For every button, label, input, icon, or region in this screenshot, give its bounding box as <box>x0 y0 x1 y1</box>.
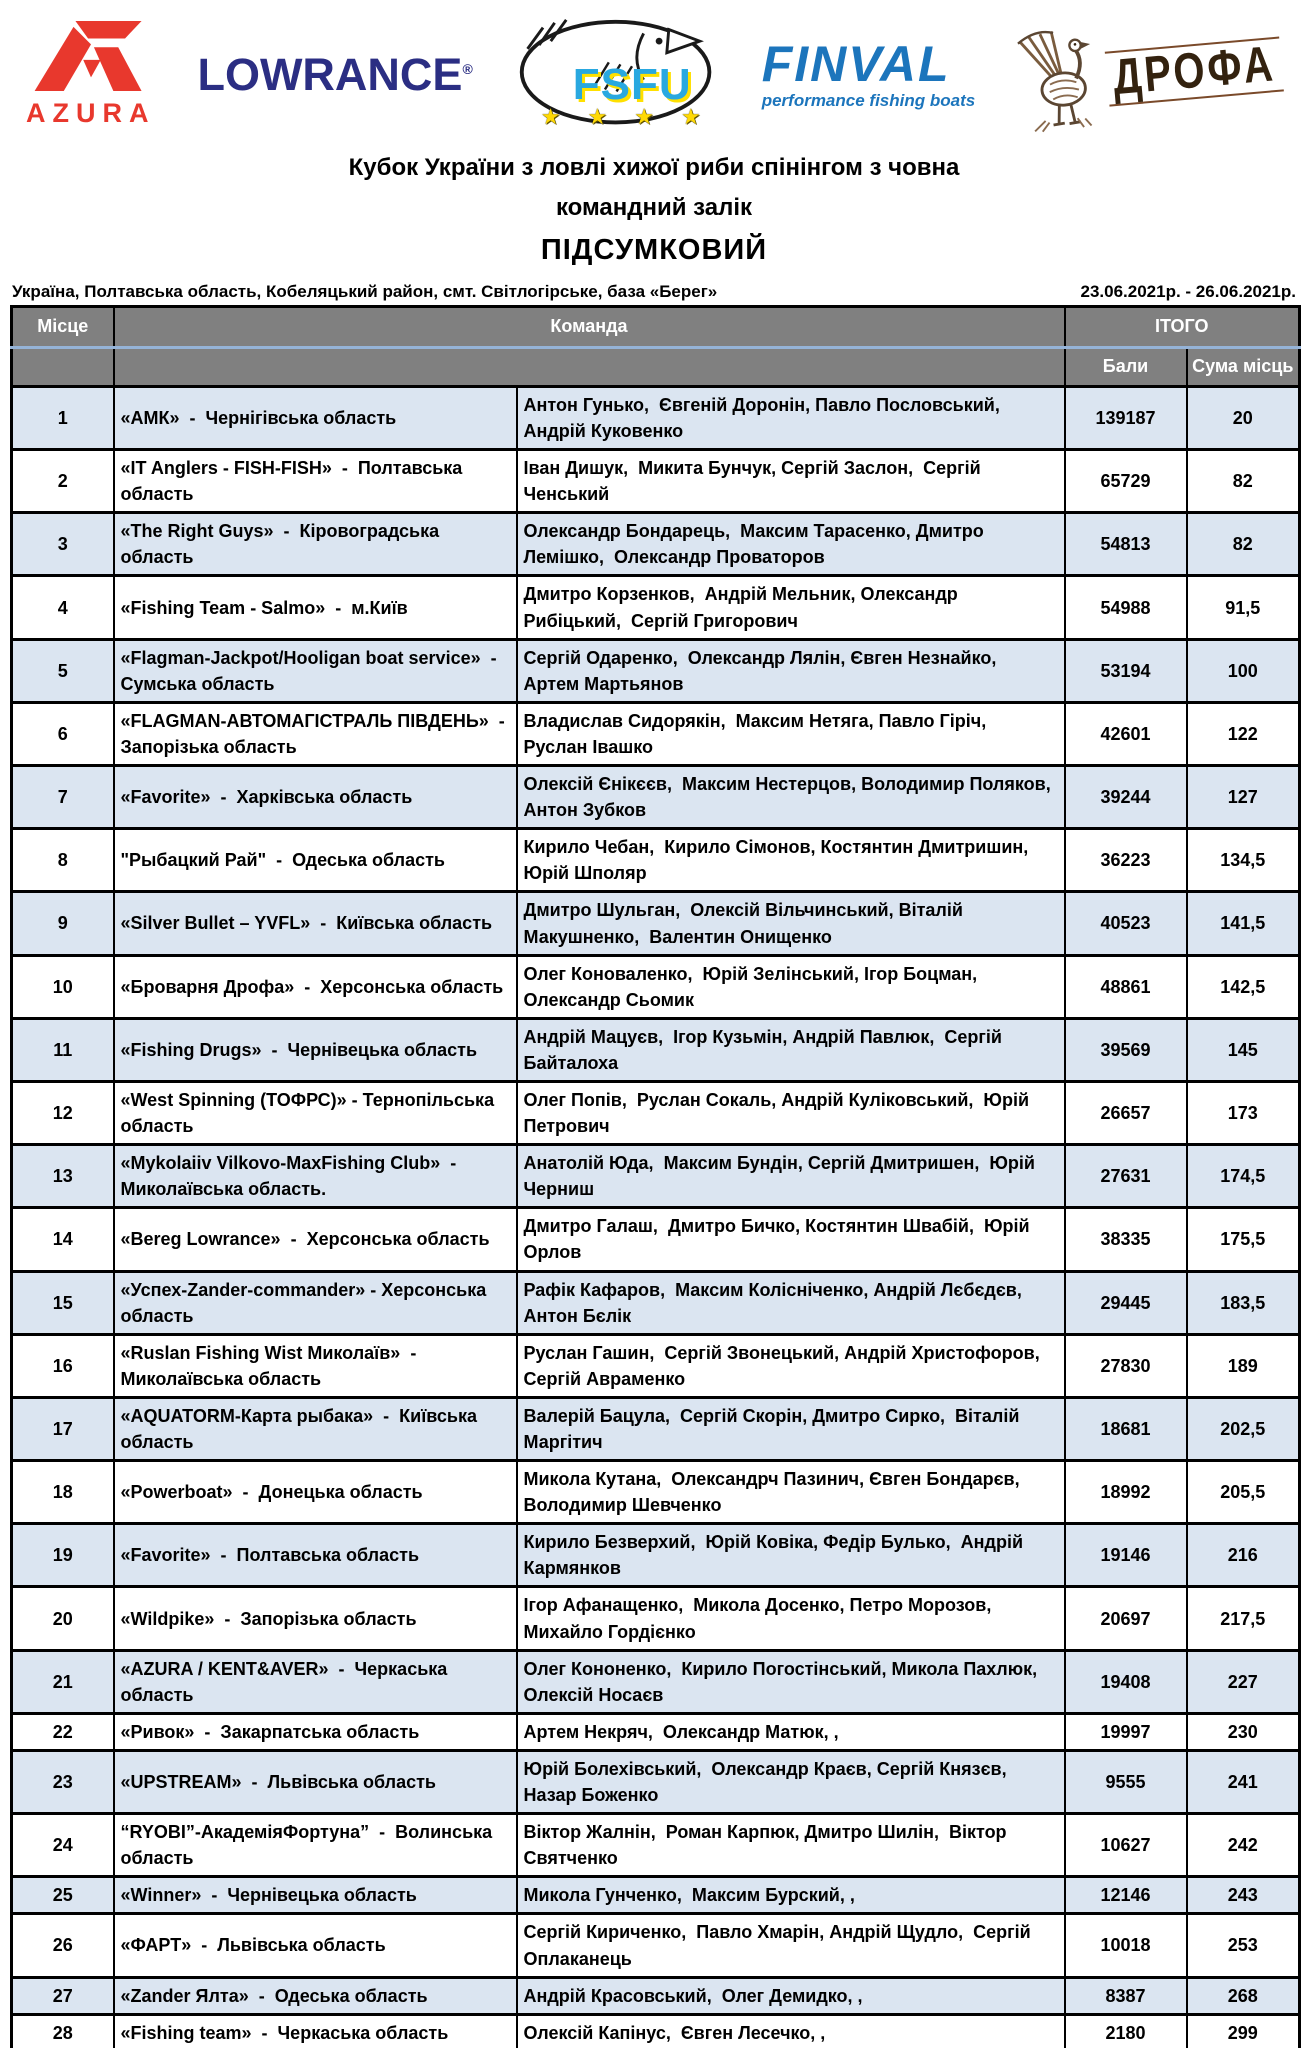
place-cell: 10 <box>12 955 114 1018</box>
sum-places-cell: 299 <box>1187 2014 1300 2048</box>
col-header-team-spacer <box>114 347 1065 386</box>
team-cell: «Ривок» - Закарпатська область <box>114 1713 517 1750</box>
members-cell: Дмитро Шульган, Олексій Вільчинський, Віталій Макушненко, Валентин Онищенко <box>517 892 1065 955</box>
bustard-bird-icon <box>1013 25 1108 141</box>
place-cell: 16 <box>12 1334 114 1397</box>
members-cell: Андрій Красовський, Олег Демидко, , <box>517 1977 1065 2014</box>
document-titles <box>10 152 1298 270</box>
sum-places-cell: 189 <box>1187 1334 1300 1397</box>
table-row <box>12 513 1300 576</box>
sum-places-cell: 202,5 <box>1187 1397 1300 1460</box>
final-title: ПІДСУМКОВИЙ <box>540 233 768 266</box>
col-header-total: ІТОГО <box>1065 306 1300 347</box>
table-row <box>12 1397 1300 1460</box>
table-row <box>12 1081 1300 1144</box>
points-cell: 10627 <box>1065 1814 1187 1877</box>
points-cell: 18992 <box>1065 1461 1187 1524</box>
event-dates: 23.06.2021р. - 26.06.2021р. <box>1080 281 1296 301</box>
col-header-team: Команда <box>114 306 1065 347</box>
points-cell: 38335 <box>1065 1208 1187 1271</box>
place-cell: 8 <box>12 829 114 892</box>
members-cell: Олег Кононенко, Кирило Погостінський, Микола Пахлюк, Олексій Носаєв <box>517 1650 1065 1713</box>
sum-places-cell: 142,5 <box>1187 955 1300 1018</box>
team-cell: «Броварня Дрофа» - Херсонська область <box>114 955 517 1018</box>
points-cell: 48861 <box>1065 955 1187 1018</box>
points-cell: 54813 <box>1065 513 1187 576</box>
members-cell: Кирило Чебан, Кирило Сімонов, Костянтин Дмитришин, Юрій Шполяр <box>517 829 1065 892</box>
team-cell: «Powerboat» - Донецька область <box>114 1461 517 1524</box>
members-cell: Олег Попів, Руслан Сокаль, Андрій Куліковський, Юрій Петрович <box>517 1081 1065 1144</box>
sum-places-cell: 122 <box>1187 702 1300 765</box>
members-cell: Олексій Капінус, Євген Лесечко, , <box>517 2014 1065 2048</box>
sum-places-cell: 253 <box>1187 1914 1300 1977</box>
team-cell: «Fishing Team - Salmo» - м.Київ <box>114 576 517 639</box>
azura-logo-text: AZURA <box>26 98 156 128</box>
table-row <box>12 955 1300 1018</box>
sum-places-cell: 91,5 <box>1187 576 1300 639</box>
lowrance-logo-text: LOWRANCE® <box>197 49 473 100</box>
sum-places-cell: 100 <box>1187 639 1300 702</box>
members-cell: Олексій Єнікєєв, Максим Нестерцов, Володимир Поляков, Антон Зубков <box>517 766 1065 829</box>
table-row <box>12 1814 1300 1877</box>
members-cell: Кирило Безверхий, Юрій Ковіка, Федір Булько, Андрій Кармянков <box>517 1524 1065 1587</box>
sum-places-cell: 145 <box>1187 1018 1300 1081</box>
points-cell: 54988 <box>1065 576 1187 639</box>
members-cell: Рафік Кафаров, Максим Колісніченко, Андрій Лєбєдєв, Антон Бєлік <box>517 1271 1065 1334</box>
members-cell: Олег Коноваленко, Юрій Зелінський, Ігор Боцман, Олександр Сьомик <box>517 955 1065 1018</box>
team-cell: «Успех-Zander-commander» - Херсонська область <box>114 1271 517 1334</box>
table-row <box>12 1271 1300 1334</box>
team-cell: «Flagman-Jackpot/Hooligan boat service» - Сумська область <box>114 639 517 702</box>
fsfu-stars <box>541 104 701 130</box>
table-row <box>12 1713 1300 1750</box>
points-cell: 2180 <box>1065 2014 1187 2048</box>
place-cell: 14 <box>12 1208 114 1271</box>
col-header-place: Місце <box>12 306 114 347</box>
star-icon: ★ <box>540 104 561 129</box>
table-row <box>12 1877 1300 1914</box>
table-row <box>12 450 1300 513</box>
drofa-logo <box>1013 9 1286 141</box>
team-cell: «The Right Guys» - Кіровоградська область <box>114 513 517 576</box>
sum-places-cell: 20 <box>1187 386 1300 449</box>
team-cell: «Zander Ялта» - Одеська область <box>114 1977 517 2014</box>
table-row <box>12 766 1300 829</box>
place-cell: 9 <box>12 892 114 955</box>
members-cell: Анатолій Юда, Максим Бундін, Сергій Дмитришен, Юрій Черниш <box>517 1145 1065 1208</box>
place-cell: 12 <box>12 1081 114 1144</box>
points-cell: 20697 <box>1065 1587 1187 1650</box>
finval-logo-text: FINVAL <box>761 36 951 92</box>
sum-places-cell: 242 <box>1187 1814 1300 1877</box>
sum-places-cell: 141,5 <box>1187 892 1300 955</box>
results-table-header <box>12 306 1300 386</box>
table-row <box>12 829 1300 892</box>
table-row <box>12 639 1300 702</box>
team-cell: «ФАРТ» - Львівська область <box>114 1914 517 1977</box>
members-cell: Руслан Гашин, Сергій Звонецький, Андрій Христофоров, Сергій Авраменко <box>517 1334 1065 1397</box>
sum-places-cell: 174,5 <box>1187 1145 1300 1208</box>
members-cell: Дмитро Корзенков, Андрій Мельник, Олександр Рибіцький, Сергій Григорович <box>517 576 1065 639</box>
place-cell: 28 <box>12 2014 114 2048</box>
table-row <box>12 1524 1300 1587</box>
table-row <box>12 1587 1300 1650</box>
members-cell: Владислав Сидорякін, Максим Нетяга, Павло Гіріч, Руслан Івашко <box>517 702 1065 765</box>
members-cell: Антон Гунько, Євгеній Доронін, Павло Пословський, Андрій Куковенко <box>517 386 1065 449</box>
team-cell: «Fishing Drugs» - Чернівецька область <box>114 1018 517 1081</box>
table-row <box>12 386 1300 449</box>
points-cell: 18681 <box>1065 1397 1187 1460</box>
sum-places-cell: 175,5 <box>1187 1208 1300 1271</box>
sum-places-cell: 183,5 <box>1187 1271 1300 1334</box>
points-cell: 65729 <box>1065 450 1187 513</box>
team-cell: «Favorite» - Харківська область <box>114 766 517 829</box>
star-icon: ★ <box>680 104 701 129</box>
col-header-sum-places: Сума місць <box>1187 347 1300 386</box>
place-cell: 19 <box>12 1524 114 1587</box>
team-cell: «UPSTREAM» - Львівська область <box>114 1750 517 1813</box>
members-cell: Олександр Бондарець, Максим Тарасенко, Дмитро Лемішко, Олександр Проваторов <box>517 513 1065 576</box>
star-icon: ★ <box>634 104 654 129</box>
team-cell: «АМК» - Чернігівська область <box>114 386 517 449</box>
drofa-logo-text: ДРОФА <box>1110 35 1278 105</box>
table-row <box>12 1208 1300 1271</box>
points-cell: 39244 <box>1065 766 1187 829</box>
place-cell: 1 <box>12 386 114 449</box>
points-cell: 9555 <box>1065 1750 1187 1813</box>
standings-type-title: командний залік <box>555 194 753 222</box>
members-cell: Микола Гунченко, Максим Бурский, , <box>517 1877 1065 1914</box>
members-cell: Ігор Афанащенко, Микола Досенко, Петро Морозов, Михайло Гордієнко <box>517 1587 1065 1650</box>
members-cell: Сергій Кириченко, Павло Хмарін, Андрій Щудло, Сергій Оплаканець <box>517 1914 1065 1977</box>
team-cell: «AQUATORM-Карта рыбака» - Київська область <box>114 1397 517 1460</box>
team-cell: «IT Anglers - FISH-FISH» - Полтавська область <box>114 450 517 513</box>
place-cell: 21 <box>12 1650 114 1713</box>
finval-tagline: performance fishing boats <box>761 91 976 110</box>
place-cell: 11 <box>12 1018 114 1081</box>
table-row <box>12 1461 1300 1524</box>
team-cell: «Wildpike» - Запорізька область <box>114 1587 517 1650</box>
points-cell: 42601 <box>1065 702 1187 765</box>
col-header-place-spacer <box>12 347 114 386</box>
results-table-body <box>12 386 1300 2048</box>
drofa-logo-frame <box>1105 36 1284 106</box>
place-cell: 7 <box>12 766 114 829</box>
members-cell: Іван Дишук, Микита Бунчук, Сергій Заслон, Сергій Ченський <box>517 450 1065 513</box>
points-cell: 36223 <box>1065 829 1187 892</box>
team-cell: “RYOBI”-АкадеміяФортуна” - Волинська область <box>114 1814 517 1877</box>
points-cell: 8387 <box>1065 1977 1187 2014</box>
members-cell: Микола Кутана, Олександрч Пазинич, Євген Бондарєв, Володимир Шевченко <box>517 1461 1065 1524</box>
table-row <box>12 1914 1300 1977</box>
points-cell: 53194 <box>1065 639 1187 702</box>
points-cell: 19146 <box>1065 1524 1187 1587</box>
col-header-points: Бали <box>1065 347 1187 386</box>
place-cell: 2 <box>12 450 114 513</box>
place-cell: 25 <box>12 1877 114 1914</box>
points-cell: 39569 <box>1065 1018 1187 1081</box>
team-cell: «Fishing team» - Черкаська область <box>114 2014 517 2048</box>
team-cell: «Favorite» - Полтавська область <box>114 1524 517 1587</box>
sum-places-cell: 82 <box>1187 513 1300 576</box>
table-row <box>12 1977 1300 2014</box>
team-cell: «West Spinning (ТОФРС)» - Тернопільська область <box>114 1081 517 1144</box>
points-cell: 40523 <box>1065 892 1187 955</box>
star-icon: ★ <box>587 104 608 129</box>
place-cell: 26 <box>12 1914 114 1977</box>
place-cell: 27 <box>12 1977 114 2014</box>
team-cell: «Ruslan Fishing Wist Миколаїв» - Миколаївська область <box>114 1334 517 1397</box>
team-cell: «FLAGMAN-АВТОМАГІСТРАЛЬ ПІВДЕНЬ» - Запорізька область <box>114 702 517 765</box>
members-cell: Артем Некряч, Олександр Матюк, , <box>517 1713 1065 1750</box>
team-cell: "Рыбацкий Рай" - Одеська область <box>114 829 517 892</box>
members-cell: Юрій Болехівський, Олександр Краєв, Сергій Князєв, Назар Боженко <box>517 1750 1065 1813</box>
table-row <box>12 892 1300 955</box>
sum-places-cell: 134,5 <box>1187 829 1300 892</box>
place-cell: 23 <box>12 1750 114 1813</box>
fsfu-logo <box>515 16 720 134</box>
sum-places-cell: 268 <box>1187 1977 1300 2014</box>
points-cell: 12146 <box>1065 1877 1187 1914</box>
members-cell: Віктор Жалнін, Роман Карпюк, Дмитро Шилін, Віктор Святченко <box>517 1814 1065 1877</box>
registered-mark: ® <box>462 61 473 77</box>
sum-places-cell: 227 <box>1187 1650 1300 1713</box>
table-row <box>12 1650 1300 1713</box>
points-cell: 19408 <box>1065 1650 1187 1713</box>
results-table <box>10 305 1301 2048</box>
members-cell: Сергій Одаренко, Олександр Лялін, Євген Незнайко, Артем Мартьянов <box>517 639 1065 702</box>
sum-places-cell: 241 <box>1187 1750 1300 1813</box>
table-row <box>12 702 1300 765</box>
competition-title: Кубок України з ловлі хижої риби спінінгом з човна <box>348 154 960 181</box>
azura-mark-icon <box>32 21 150 96</box>
fsfu-logo-text: FSFU <box>572 60 692 109</box>
place-cell: 20 <box>12 1587 114 1650</box>
sum-places-cell: 173 <box>1187 1081 1300 1144</box>
table-row <box>12 1018 1300 1081</box>
lowrance-logo <box>197 49 472 101</box>
place-cell: 5 <box>12 639 114 702</box>
members-cell: Дмитро Галаш, Дмитро Бичко, Костянтин Швабій, Юрій Орлов <box>517 1208 1065 1271</box>
members-cell: Андрій Мацуєв, Ігор Кузьмін, Андрій Павлюк, Сергій Байталоха <box>517 1018 1065 1081</box>
table-row <box>12 576 1300 639</box>
team-cell: «Bereg Lowrance» - Херсонська область <box>114 1208 517 1271</box>
sum-places-cell: 82 <box>1187 450 1300 513</box>
finval-logo <box>761 36 976 111</box>
place-cell: 3 <box>12 513 114 576</box>
sponsor-logo-bar <box>10 14 1298 136</box>
place-cell: 22 <box>12 1713 114 1750</box>
points-cell: 139187 <box>1065 386 1187 449</box>
table-row <box>12 1145 1300 1208</box>
table-row <box>12 1750 1300 1813</box>
sum-places-cell: 230 <box>1187 1713 1300 1750</box>
points-cell: 10018 <box>1065 1914 1187 1977</box>
place-cell: 13 <box>12 1145 114 1208</box>
azura-logo <box>26 21 156 129</box>
place-cell: 6 <box>12 702 114 765</box>
place-cell: 4 <box>12 576 114 639</box>
sum-places-cell: 127 <box>1187 766 1300 829</box>
place-cell: 17 <box>12 1397 114 1460</box>
members-cell: Валерій Бацула, Сергій Скорін, Дмитро Сирко, Віталій Маргітич <box>517 1397 1065 1460</box>
team-cell: «Silver Bullet – YVFL» - Київська область <box>114 892 517 955</box>
event-meta <box>10 282 1298 302</box>
team-cell: «Winner» - Чернівецька область <box>114 1877 517 1914</box>
points-cell: 27631 <box>1065 1145 1187 1208</box>
team-cell: «Mykolaiiv Vilkovo-MaxFishing Club» - Миколаївська область. <box>114 1145 517 1208</box>
sum-places-cell: 216 <box>1187 1524 1300 1587</box>
points-cell: 19997 <box>1065 1713 1187 1750</box>
place-cell: 18 <box>12 1461 114 1524</box>
sum-places-cell: 217,5 <box>1187 1587 1300 1650</box>
place-cell: 24 <box>12 1814 114 1877</box>
points-cell: 27830 <box>1065 1334 1187 1397</box>
sum-places-cell: 243 <box>1187 1877 1300 1914</box>
points-cell: 29445 <box>1065 1271 1187 1334</box>
place-cell: 15 <box>12 1271 114 1334</box>
event-location: Україна, Полтавська область, Кобеляцький район, смт. Світлогірське, база «Берег» <box>12 281 718 301</box>
table-row <box>12 2014 1300 2048</box>
sum-places-cell: 205,5 <box>1187 1461 1300 1524</box>
points-cell: 26657 <box>1065 1081 1187 1144</box>
table-row <box>12 1334 1300 1397</box>
team-cell: «AZURA / KENT&AVER» - Черкаська область <box>114 1650 517 1713</box>
